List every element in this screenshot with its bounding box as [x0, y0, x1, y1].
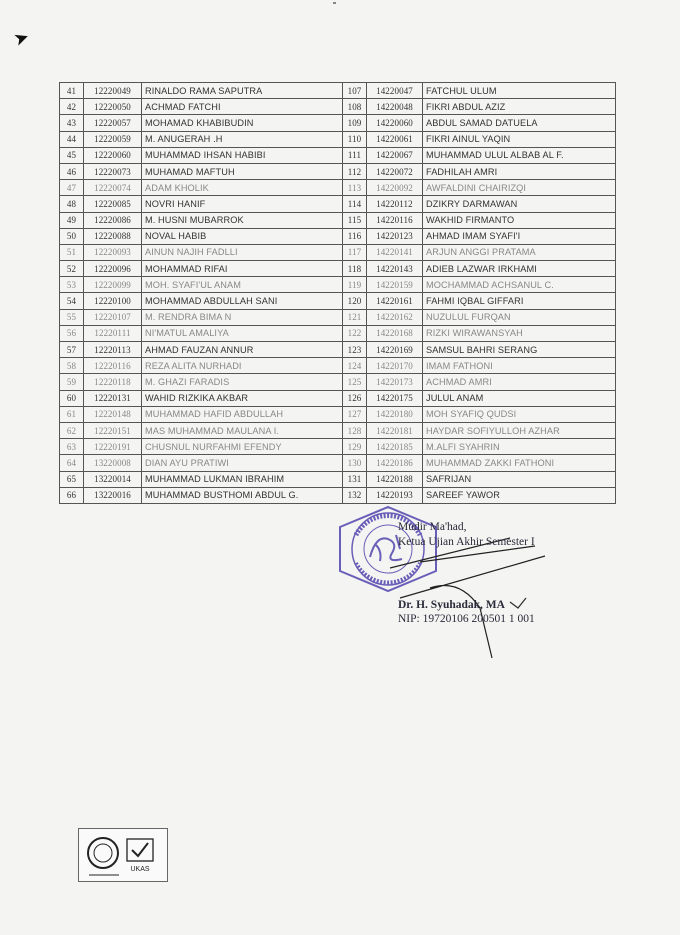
- student-name-right: M.ALFI SYAHRIN: [423, 439, 616, 455]
- row-number-right: 130: [343, 455, 367, 471]
- student-name-right: DZIKRY DARMAWAN: [423, 196, 616, 212]
- student-name-right: MOCHAMMAD ACHSANUL C.: [423, 277, 616, 293]
- table-row: [60, 163, 616, 179]
- student-id-left: 13220016: [84, 487, 142, 503]
- student-name-left: WAHID RIZKIKA AKBAR: [142, 390, 343, 406]
- row-number-right: 125: [343, 374, 367, 390]
- student-id-left: 12220093: [84, 244, 142, 260]
- student-id-left: 12220074: [84, 180, 142, 196]
- table-row: [60, 439, 616, 455]
- row-number-right: 131: [343, 471, 367, 487]
- student-id-right: 14220048: [367, 99, 423, 115]
- row-number-left: 43: [60, 115, 84, 131]
- row-number-right: 119: [343, 277, 367, 293]
- student-name-right: JULUL ANAM: [423, 390, 616, 406]
- student-name-left: M. GHAZI FARADIS: [142, 374, 343, 390]
- student-name-right: MUHAMMAD ULUL ALBAB AL F.: [423, 147, 616, 163]
- row-number-left: 51: [60, 244, 84, 260]
- student-name-right: ADIEB LAZWAR IRKHAMI: [423, 261, 616, 277]
- student-name-right: AWFALDINI CHAIRIZQI: [423, 180, 616, 196]
- student-id-right: 14220181: [367, 422, 423, 438]
- student-name-left: MOHAMMAD ABDULLAH SANI: [142, 293, 343, 309]
- student-id-left: 12220057: [84, 115, 142, 131]
- pen-mark: ➤: [10, 26, 32, 51]
- row-number-left: 56: [60, 325, 84, 341]
- student-name-left: NOVRI HANIF: [142, 196, 343, 212]
- table-row: [60, 471, 616, 487]
- student-id-left: 13220008: [84, 455, 142, 471]
- ukas-label: UKAS: [130, 866, 150, 873]
- student-id-left: 12220059: [84, 131, 142, 147]
- student-name-right: MOH SYAFIQ QUDSI: [423, 406, 616, 422]
- student-id-right: 14220112: [367, 196, 423, 212]
- row-number-right: 111: [343, 147, 367, 163]
- student-name-right: WAKHID FIRMANTO: [423, 212, 616, 228]
- student-name-right: HAYDAR SOFIYULLOH AZHAR: [423, 422, 616, 438]
- row-number-left: 54: [60, 293, 84, 309]
- row-number-left: 65: [60, 471, 84, 487]
- row-number-right: 107: [343, 83, 367, 99]
- row-number-right: 124: [343, 358, 367, 374]
- student-name-right: ACHMAD AMRI: [423, 374, 616, 390]
- table-row: [60, 83, 616, 99]
- student-id-right: 14220188: [367, 471, 423, 487]
- certification-logos: [78, 828, 168, 882]
- row-number-left: 64: [60, 455, 84, 471]
- row-number-right: 120: [343, 293, 367, 309]
- student-id-right: 14220193: [367, 487, 423, 503]
- row-number-left: 44: [60, 131, 84, 147]
- row-number-left: 59: [60, 374, 84, 390]
- student-name-left: MUHAMMAD BUSTHOMI ABDUL G.: [142, 487, 343, 503]
- row-number-left: 46: [60, 163, 84, 179]
- table-row: [60, 115, 616, 131]
- student-name-right: FATCHUL ULUM: [423, 83, 616, 99]
- student-id-left: 12220096: [84, 261, 142, 277]
- student-id-right: 14220180: [367, 406, 423, 422]
- student-name-left: MUHAMMAD LUKMAN IBRAHIM: [142, 471, 343, 487]
- student-name-right: ARJUN ANGGI PRATAMA: [423, 244, 616, 260]
- student-id-right: 14220047: [367, 83, 423, 99]
- student-id-right: 14220185: [367, 439, 423, 455]
- signatory-name: Dr. H. Syuhadak, MA: [398, 599, 505, 611]
- row-number-left: 55: [60, 309, 84, 325]
- student-id-right: 14220169: [367, 342, 423, 358]
- student-id-right: 14220170: [367, 358, 423, 374]
- row-number-right: 108: [343, 99, 367, 115]
- row-number-left: 48: [60, 196, 84, 212]
- table-row: [60, 487, 616, 503]
- student-id-right: 14220168: [367, 325, 423, 341]
- student-id-right: 14220161: [367, 293, 423, 309]
- table-row: [60, 325, 616, 341]
- row-number-left: 61: [60, 406, 84, 422]
- student-id-left: 12220111: [84, 325, 142, 341]
- student-id-right: 14220067: [367, 147, 423, 163]
- student-id-left: 12220151: [84, 422, 142, 438]
- row-number-right: 115: [343, 212, 367, 228]
- student-id-left: 12220191: [84, 439, 142, 455]
- row-number-left: 52: [60, 261, 84, 277]
- row-number-left: 49: [60, 212, 84, 228]
- student-name-right: SAFRIJAN: [423, 471, 616, 487]
- row-number-left: 57: [60, 342, 84, 358]
- row-number-right: 112: [343, 163, 367, 179]
- student-name-left: MAS MUHAMMAD MAULANA I.: [142, 422, 343, 438]
- student-name-left: MUHAMAD MAFTUH: [142, 163, 343, 179]
- student-name-left: ADAM KHOLIK: [142, 180, 343, 196]
- row-number-right: 114: [343, 196, 367, 212]
- student-id-left: 12220148: [84, 406, 142, 422]
- signatory-title: Mudir Ma'had,: [398, 521, 467, 533]
- row-number-right: 126: [343, 390, 367, 406]
- student-name-left: AHMAD FAUZAN ANNUR: [142, 342, 343, 358]
- student-id-left: 12220099: [84, 277, 142, 293]
- row-number-right: 122: [343, 325, 367, 341]
- table-row: [60, 422, 616, 438]
- student-name-right: NUZULUL FURQAN: [423, 309, 616, 325]
- student-name-left: RINALDO RAMA SAPUTRA: [142, 83, 343, 99]
- student-id-left: 12220073: [84, 163, 142, 179]
- student-name-right: IMAM FATHONI: [423, 358, 616, 374]
- student-name-right: AHMAD IMAM SYAFI'I: [423, 228, 616, 244]
- student-name-left: MOH. SYAFI'UL ANAM: [142, 277, 343, 293]
- table-row: [60, 244, 616, 260]
- row-number-right: 128: [343, 422, 367, 438]
- student-name-left: M. HUSNI MUBARROK: [142, 212, 343, 228]
- student-id-left: 12220049: [84, 83, 142, 99]
- student-id-right: 14220173: [367, 374, 423, 390]
- table-row: [60, 147, 616, 163]
- student-name-left: NOVAL HABIB: [142, 228, 343, 244]
- student-id-left: 12220085: [84, 196, 142, 212]
- scan-speck: [333, 2, 336, 4]
- row-number-right: 113: [343, 180, 367, 196]
- roster-body: [60, 83, 616, 504]
- table-row: [60, 342, 616, 358]
- row-number-left: 41: [60, 83, 84, 99]
- table-row: [60, 406, 616, 422]
- row-number-left: 63: [60, 439, 84, 455]
- student-id-left: 12220107: [84, 309, 142, 325]
- signatory-nip: NIP: 19720106 200501 1 001: [398, 613, 535, 625]
- student-id-left: 12220116: [84, 358, 142, 374]
- row-number-left: 42: [60, 99, 84, 115]
- table-row: [60, 131, 616, 147]
- student-name-right: ABDUL SAMAD DATUELA: [423, 115, 616, 131]
- row-number-left: 58: [60, 358, 84, 374]
- student-id-right: 14220092: [367, 180, 423, 196]
- student-name-right: FIKRI AINUL YAQIN: [423, 131, 616, 147]
- student-name-right: SAREEF YAWOR: [423, 487, 616, 503]
- table-row: [60, 455, 616, 471]
- row-number-right: 118: [343, 261, 367, 277]
- table-row: [60, 261, 616, 277]
- student-name-left: AINUN NAJIH FADLLI: [142, 244, 343, 260]
- student-name-left: NI'MATUL AMALIYA: [142, 325, 343, 341]
- table-row: [60, 309, 616, 325]
- student-id-right: 14220162: [367, 309, 423, 325]
- row-number-left: 47: [60, 180, 84, 196]
- student-name-left: MOHAMAD KHABIBUDIN: [142, 115, 343, 131]
- student-name-left: MOHAMMAD RIFAI: [142, 261, 343, 277]
- table-row: [60, 228, 616, 244]
- student-name-left: ACHMAD FATCHI: [142, 99, 343, 115]
- student-id-right: 14220072: [367, 163, 423, 179]
- row-number-left: 62: [60, 422, 84, 438]
- student-name-left: M. ANUGERAH .H: [142, 131, 343, 147]
- student-id-left: 12220118: [84, 374, 142, 390]
- student-id-right: 14220123: [367, 228, 423, 244]
- row-number-right: 110: [343, 131, 367, 147]
- row-number-left: 60: [60, 390, 84, 406]
- student-id-right: 14220159: [367, 277, 423, 293]
- student-id-left: 12220050: [84, 99, 142, 115]
- student-id-left: 12220113: [84, 342, 142, 358]
- row-number-right: 123: [343, 342, 367, 358]
- table-row: [60, 99, 616, 115]
- student-id-left: 12220086: [84, 212, 142, 228]
- row-number-right: 109: [343, 115, 367, 131]
- student-id-left: 12220131: [84, 390, 142, 406]
- table-row: [60, 374, 616, 390]
- student-roster-table: [59, 82, 616, 504]
- table-row: [60, 293, 616, 309]
- table-row: [60, 180, 616, 196]
- student-name-left: REZA ALITA NURHADI: [142, 358, 343, 374]
- certification-icon: [79, 829, 167, 881]
- student-id-left: 12220060: [84, 147, 142, 163]
- table-row: [60, 277, 616, 293]
- student-name-right: FAHMI IQBAL GIFFARI: [423, 293, 616, 309]
- student-name-left: CHUSNUL NURFAHMI EFENDY: [142, 439, 343, 455]
- signatory-role: Ketua Ujian Akhir Semester I: [398, 536, 535, 548]
- student-id-right: 14220186: [367, 455, 423, 471]
- student-name-right: FIKRI ABDUL AZIZ: [423, 99, 616, 115]
- table-row: [60, 390, 616, 406]
- row-number-right: 129: [343, 439, 367, 455]
- student-name-right: FADHILAH AMRI: [423, 163, 616, 179]
- student-name-left: DIAN AYU PRATIWI: [142, 455, 343, 471]
- table-row: [60, 358, 616, 374]
- student-id-right: 14220116: [367, 212, 423, 228]
- row-number-right: 116: [343, 228, 367, 244]
- student-id-right: 14220061: [367, 131, 423, 147]
- student-name-right: SAMSUL BAHRI SERANG: [423, 342, 616, 358]
- student-name-left: MUHAMMAD IHSAN HABIBI: [142, 147, 343, 163]
- row-number-right: 127: [343, 406, 367, 422]
- row-number-left: 53: [60, 277, 84, 293]
- row-number-right: 121: [343, 309, 367, 325]
- row-number-right: 117: [343, 244, 367, 260]
- row-number-left: 50: [60, 228, 84, 244]
- row-number-left: 45: [60, 147, 84, 163]
- student-id-left: 12220088: [84, 228, 142, 244]
- student-id-right: 14220060: [367, 115, 423, 131]
- student-id-left: 12220100: [84, 293, 142, 309]
- student-id-right: 14220143: [367, 261, 423, 277]
- student-name-left: M. RENDRA BIMA N: [142, 309, 343, 325]
- table-row: [60, 196, 616, 212]
- row-number-right: 132: [343, 487, 367, 503]
- student-id-right: 14220141: [367, 244, 423, 260]
- student-id-right: 14220175: [367, 390, 423, 406]
- student-name-right: MUHAMMAD ZAKKI FATHONI: [423, 455, 616, 471]
- student-name-left: MUHAMMAD HAFID ABDULLAH: [142, 406, 343, 422]
- student-id-left: 13220014: [84, 471, 142, 487]
- student-name-right: RIZKI WIRAWANSYAH: [423, 325, 616, 341]
- row-number-left: 66: [60, 487, 84, 503]
- table-row: [60, 212, 616, 228]
